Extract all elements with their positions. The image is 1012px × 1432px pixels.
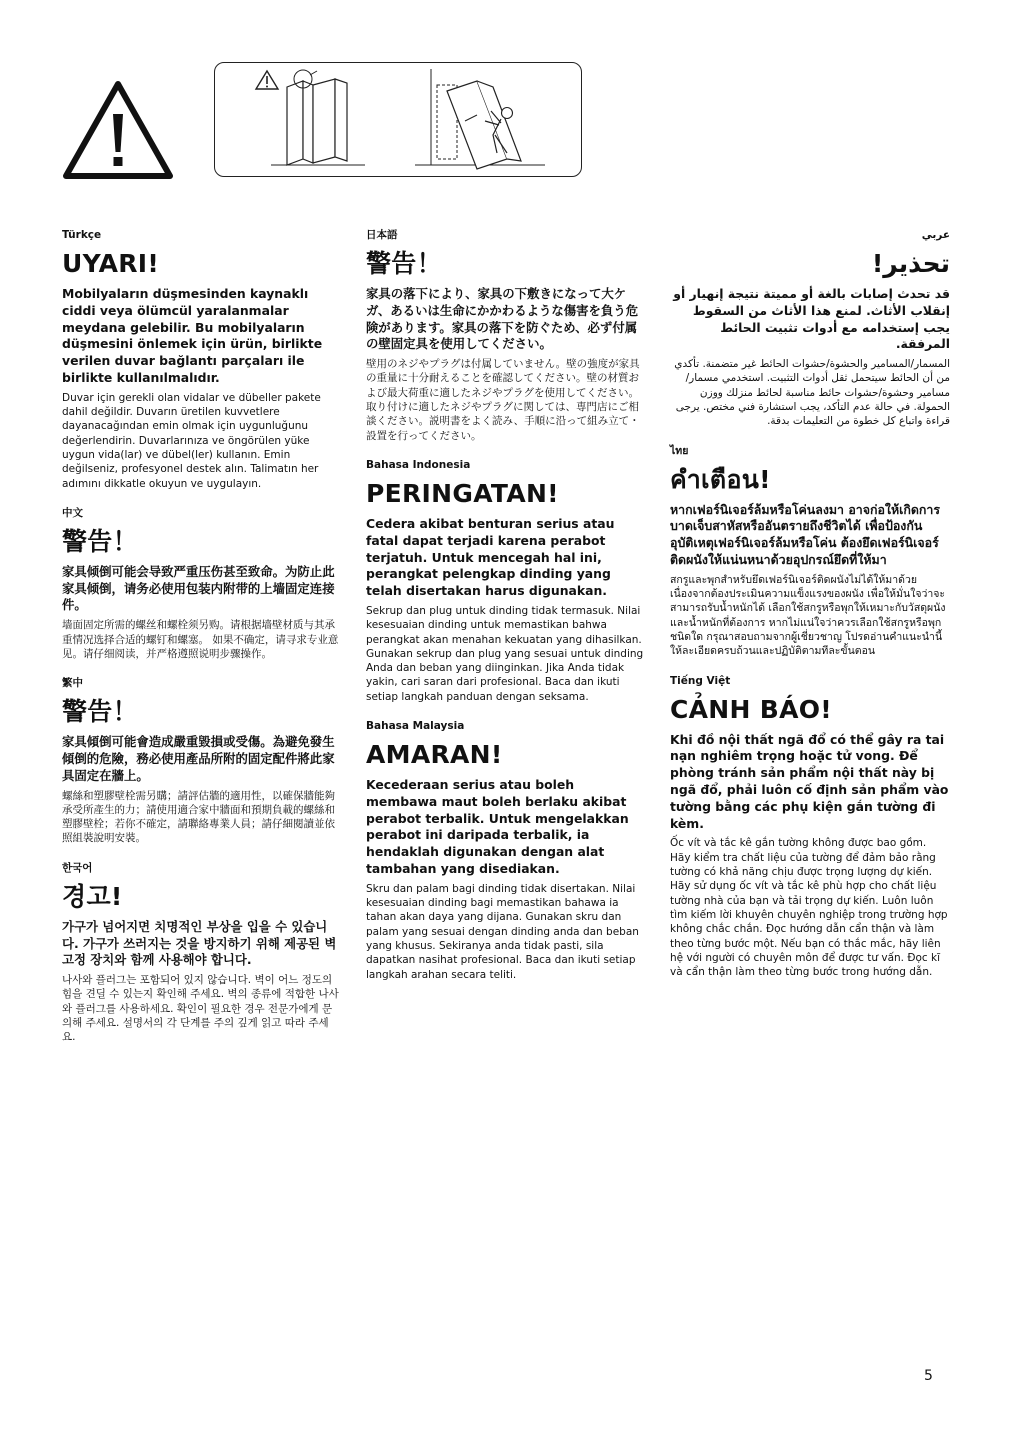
- warning-heading: คำเตือน!: [670, 464, 771, 494]
- language-label: 日本語: [366, 229, 398, 241]
- warning-body: 나사와 플러그는 포함되어 있지 않습니다. 벽이 어느 정도의 힘을 견딜 수 있는지 확인해 주세요. 벽의 종류에 적합한 나사와 플러그를 사용하세요. 확인이 필요한 경우 전문가에게 문의해 주세요. 설명서의 각 단계를 주의 깊게 읽고 따라 주세요.: [62, 974, 339, 1044]
- warning-body: المسمار/المسامير والحشوة/حشوات الحائط غير متضمنة. تأكدي من أن الحائط سيتحمل ثقل أدوات التثبيت. استخدمي مسمار/مسامير وحشوة/حشوات حائط مناسبة لحائط منزلك ووزن الحمولة. في حالة عدم التأكد، يجب استشارة فني مختص. يرجى قراءة واتباع كل خطوة من التعليمات بدقة.: [674, 358, 950, 428]
- warning-body: Sekrup dan plug untuk dinding tidak termasuk. Nilai kesesuaian dinding untuk memastikan bahwa perangkat akan menahan kekuatan yang dihasilkan. Gunakan sekrup dan plug yang sesuai untuk dinding Anda dan beban yang diinginkan. Jika Anda tidak yakin, cari saran dari profesional. Baca dan ikuti setiap langkah panduan dengan seksama.: [366, 604, 644, 703]
- warning-lead: 가구가 넘어지면 치명적인 부상을 입을 수 있습니다. 가구가 쓰러지는 것을 방지하기 위해 제공된 벽고정 장치와 함께 사용해야 합니다.: [62, 918, 337, 968]
- warning-heading: CẢNH BÁO!: [670, 694, 833, 724]
- tip-over-illustration: [214, 62, 582, 177]
- section-malay: [366, 719, 646, 982]
- warning-body: Ốc vít và tắc kê gắn tường không được bao gồm. Hãy kiểm tra chất liệu của tường để đảm bảo rằng tường có khả năng chịu được trọng lượng dự kiến. Hãy sử dụng ốc vít và tắc kê phù hợp cho chất liệu tường nhà của bạn và tải trọng dự kiến. Luôn luôn tìm kiếm lời khuyên chuyên nghiệp trong trường hợp không chắc chắn. Đọc hướng dẫn cẩn thận và làm theo từng bước một. Nếu bạn có thắc mắc, hãy liên hệ với người có chuyên môn để được tư vấn. Đọc kĩ và cẩn thận làm theo từng bước trong hướng dẫn.: [670, 837, 948, 979]
- language-label: Türkçe: [62, 229, 102, 241]
- warning-heading: 警告！: [62, 697, 138, 727]
- warning-lead: Cedera akibat benturan serius atau fatal dapat terjadi karena perabot terjatuh. Untuk mencegah hal ini, perangkat pelengkap dinding yang telah disertakan harus digunakan.: [366, 515, 615, 599]
- column-middle: [366, 228, 646, 997]
- page-number: 5: [924, 1368, 933, 1384]
- warning-body: 墙面固定所需的螺丝和螺栓须另购。请根据墙壁材质与其承重情况选择合适的螺钉和螺塞。 如果不确定，请寻求专业意见。请仔细阅读，并严格遵照说明步骤操作。: [62, 619, 339, 660]
- warning-body: Duvar için gerekli olan vidalar ve dübeller pakete dahil değildir. Duvarın üretilen kuvvetlere dayanacağından emin olmak için uygunluğunu değerlendirin. Duvarlarınıza ve öngörülen yüke uygun vida(lar) ve dübel(ler) kullanın. Emin değilseniz, profesyonel destek alın. Talimatın her adımını dikkatle okuyun ve uygulayın.: [62, 391, 321, 490]
- section-chinese-traditional: [62, 676, 342, 846]
- warning-body: สกรูและพุกสำหรับยึดเฟอร์นิเจอร์ติดผนังไม่ได้ให้มาด้วย เนื่องจากต้องประเมินความแข็งแรงของผนัง เพื่อให้มั่นใจว่าจะสามารถรับน้ำหนักได้ เลือกใช้สกรูหรือพุกให้เหมาะกับวัสดุผนังและน้ำหนักที่ต้องการ หากไม่แน่ใจว่าควรเลือกใช้สกรูหรือพุกชนิดใด กรุณาสอบถามจากผู้เชี่ยวชาญ โปรดอ่านคำแนะนำนี้ให้ละเอียดครบถ้วนและปฏิบัติตามทีละขั้นตอน: [670, 573, 946, 658]
- warning-body: Skru dan palam bagi dinding tidak disertakan. Nilai kesesuaian dinding bagi memastikan bahawa ia tahan akan daya yang dijana. Gunakan skru dan palam yang sesuai dengan dinding anda dan beban yang khusus. Sekiranya anda tidak pasti, sila dapatkan nasihat profesional. Baca dan ikuti setiap langkah arahan secara teliti.: [366, 882, 639, 981]
- column-right: [670, 228, 950, 994]
- warning-lead: 家具の落下により、家具の下敷きになって大ケガ、あるいは生命にかかわるような傷害を負う危険があります。家具の落下を防ぐため、必ず付属の壁固定具を使用してください。: [366, 286, 639, 352]
- section-vietnamese: [670, 674, 950, 980]
- section-arabic: [670, 228, 950, 429]
- warning-body: 螺絲和塑膠壁栓需另購；請評估牆的適用性，以確保牆能夠承受所產生的力；請使用適合家中牆面和預期負載的螺絲和塑膠壁栓；若你不確定，請聯絡專業人員；請仔細閱讀並依照組裝說明安裝。: [62, 789, 335, 845]
- language-label: Bahasa Malaysia: [366, 720, 465, 733]
- warning-body: 壁用のネジやプラグは付属していません。壁の強度が家具の重量に十分耐えることを確認してください。壁の材質および最大荷重に適したネジやプラグを使用してください。取り付けに適したネジやプラグに関しては、専門店にご相談ください。説明書をよく読み、手順に沿って組み立て・設置を行ってください。: [366, 358, 640, 442]
- section-chinese-simplified: [62, 506, 342, 661]
- warning-lead: 家具倾倒可能会导致严重压伤甚至致命。为防止此家具倾倒，请务必使用包装内附带的上墙固定连接件。: [62, 563, 335, 613]
- language-label: Tiếng Việt: [670, 674, 731, 687]
- language-label: 한국어: [62, 861, 93, 874]
- warning-lead: قد تحدث إصابات بالغة أو مميتة نتيجة إنهيار أو إنقلاب الأثاث. لمنع هذا الأثاث من السقوط يجب إستخدامه مع أدوات تثبيت الحائط المرفقة.: [673, 286, 950, 352]
- warning-lead: หากเฟอร์นิเจอร์ล้มหรือโค่นลงมา อาจก่อให้เกิดการบาดเจ็บสาหัสหรืออันตรายถึงชีวิตได้ เพื่อป้องกันอุบัติเหตุเฟอร์นิเจอร์ล้มหรือโค่น ต้องยึดเฟอร์นิเจอร์ติดผนังให้แน่นหนาด้วยอุปกรณ์ยึดที่ให้มา: [670, 501, 941, 568]
- section-turkish: [62, 228, 342, 491]
- warning-heading: 警告！: [366, 249, 442, 278]
- language-label: 中文: [62, 506, 83, 519]
- language-label: ไทย: [670, 444, 689, 457]
- language-label: عربي: [921, 229, 950, 241]
- warning-heading: تحذير!: [871, 249, 950, 278]
- warning-heading: PERINGATAN!: [366, 478, 559, 508]
- language-label: 繁中: [62, 677, 83, 690]
- warning-heading: 警告！: [62, 526, 138, 556]
- warning-heading: UYARI!: [62, 249, 160, 278]
- warning-lead: Khi đồ nội thất ngã đổ có thể gây ra tai nạn nghiêm trọng hoặc tử vong. Để phòng tránh sản phẩm nội thất này bị ngã đổ, phải luôn cố định sản phẩm vào tường bằng các phụ kiện gắn tường đi kèm.: [670, 731, 949, 831]
- warning-lead: Kecederaan serius atau boleh membawa maut boleh berlaku akibat perabot terbalik. Untuk mengelakkan perabot ini daripada terbalik, ia hendaklah digunakan dengan alat tambahan yang disediakan.: [366, 777, 629, 877]
- section-korean: [62, 861, 342, 1045]
- warning-triangle-icon: [62, 80, 174, 180]
- column-left: [62, 228, 342, 1060]
- small-warning-icon: [256, 71, 278, 89]
- section-thai: [670, 444, 950, 659]
- warning-heading: 경고!: [62, 881, 123, 911]
- section-japanese: [366, 228, 646, 443]
- language-label: Bahasa Indonesia: [366, 458, 471, 471]
- warning-lead: 家具傾倒可能會造成嚴重毀損或受傷。為避免發生傾倒的危險，務必使用產品所附的固定配件將此家具固定在牆上。: [62, 734, 335, 783]
- warning-lead: Mobilyaların düşmesinden kaynaklı ciddi veya ölümcül yaralanmalar meydana gelebilir. Bu mobilyaların düşmesini önlemek için ürün, birlikte verilen duvar bağlantı parçaları ile birlikte kullanılmalıdır.: [62, 286, 323, 385]
- warning-heading: AMARAN!: [366, 740, 503, 770]
- section-indonesian: [366, 458, 646, 704]
